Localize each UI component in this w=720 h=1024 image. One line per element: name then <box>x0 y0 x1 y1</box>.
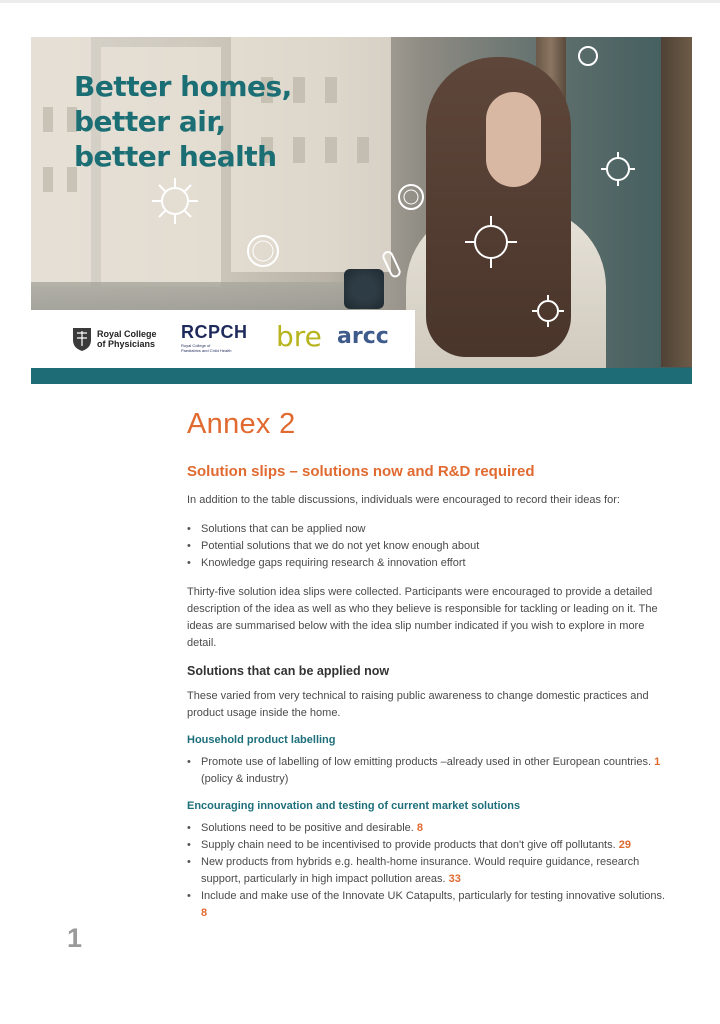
slip-number: 8 <box>416 822 424 834</box>
slip-number: 1 <box>654 756 661 768</box>
section-title: Solution slips – solutions now and R&D required <box>187 463 535 480</box>
banner-title-line: better health <box>74 140 277 173</box>
list-item: • Solutions that can be applied now <box>187 521 667 538</box>
window-frame <box>661 37 692 367</box>
item-text: Solutions need to be positive and desirable. <box>201 822 414 834</box>
building-window <box>43 107 53 132</box>
group-list <box>187 754 667 788</box>
rcpch-logo-sub: Royal College of <box>181 343 211 348</box>
capsule-icon <box>381 249 403 279</box>
item-text: Promote use of labelling of low emitting products –already used in other European countries. <box>201 756 652 768</box>
woman-face <box>486 92 541 187</box>
cover-banner <box>31 37 692 384</box>
rcpch-logo-text: RCPCH <box>181 322 248 342</box>
top-border <box>0 0 720 3</box>
mug <box>344 269 384 309</box>
virus-icon <box>239 227 287 275</box>
rcpch-logo <box>181 322 248 353</box>
building-window <box>357 137 369 163</box>
list-item: • Knowledge gaps requiring research & innovation effort <box>187 555 667 572</box>
sub-heading: Solutions that can be applied now <box>187 664 390 678</box>
crest-icon <box>71 326 93 352</box>
summary-paragraph: Thirty-five solution idea slips were collected. Participants were encouraged to provide a detailed description of the idea as well as who they believe is responsible for tackling or leading on it. The ideas are summarised below with the idea slip number indicated if you wish to explore in more detail. <box>187 586 658 649</box>
bre-logo: bre <box>276 320 322 353</box>
partner-logos <box>31 310 415 368</box>
page-number: 1 <box>67 923 83 953</box>
rcp-logo-line: Royal College <box>97 329 157 339</box>
building-window <box>325 137 337 163</box>
list-item <box>187 754 667 788</box>
building-window <box>293 137 305 163</box>
virus-icon <box>529 292 567 330</box>
virus-icon <box>391 177 431 217</box>
slip-number: 33 <box>448 873 461 885</box>
building-window <box>43 167 53 192</box>
group-heading: Encouraging innovation and testing of current market solutions <box>187 800 521 812</box>
virus-icon <box>571 39 605 73</box>
list-item <box>187 820 667 837</box>
item-text: New products from hybrids e.g. health-home insurance. Would require guidance, research support, particularly in high impact pollution areas. <box>201 856 640 885</box>
building-window <box>293 77 305 103</box>
item-text: Include and make use of the Innovate UK Catapults, particularly for testing innovative solutions. <box>201 890 666 902</box>
slip-number: 29 <box>618 839 631 851</box>
annex-title: Annex 2 <box>187 408 296 440</box>
virus-icon <box>146 172 204 230</box>
intro-list <box>187 521 667 572</box>
list-item <box>187 854 667 888</box>
group-heading: Household product labelling <box>187 734 336 746</box>
group-list <box>187 820 667 922</box>
item-text: Supply chain need to be incentivised to provide products that don't give off pollutants. <box>201 839 616 851</box>
sub-intro-paragraph: These varied from very technical to raising public awareness to change domestic practices and product usage inside the home. <box>187 690 649 719</box>
virus-icon <box>598 149 638 189</box>
building-window <box>325 77 337 103</box>
intro-paragraph: In addition to the table discussions, individuals were encouraged to record their ideas for: <box>187 494 620 506</box>
banner-bottom-bar <box>31 368 692 384</box>
list-item <box>187 837 667 854</box>
list-item: • Potential solutions that we do not yet know enough about <box>187 538 667 555</box>
annex-content <box>187 408 667 934</box>
banner-title-line: Better homes, <box>74 70 292 103</box>
banner-title-line: better air, <box>74 105 226 138</box>
item-tail: (policy & industry) <box>201 773 289 785</box>
arcc-logo: arcc <box>337 324 389 349</box>
virus-icon <box>461 212 521 272</box>
slip-number: 8 <box>201 907 208 919</box>
list-item <box>187 888 667 922</box>
rcp-logo-text <box>97 329 157 349</box>
rcp-logo <box>71 326 157 352</box>
rcpch-logo-sub: Paediatrics and Child Health <box>181 348 232 353</box>
banner-title <box>74 69 292 174</box>
rcp-logo-line: of Physicians <box>97 339 156 349</box>
